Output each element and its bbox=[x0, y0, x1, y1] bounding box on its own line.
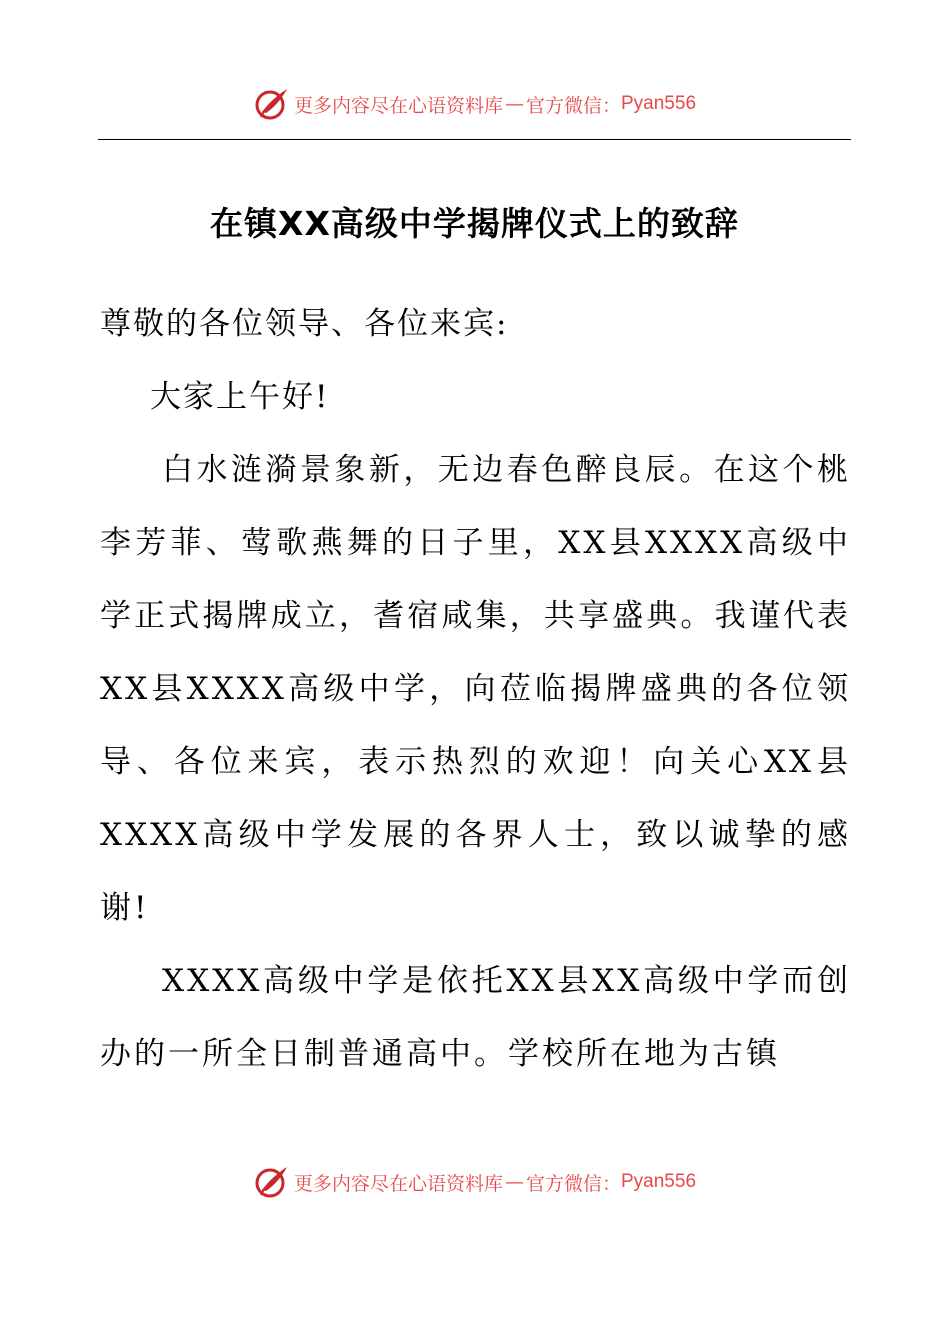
header-rule bbox=[98, 139, 851, 140]
document-title: 在镇XX高级中学揭牌仪式上的致辞 bbox=[210, 204, 739, 243]
wechat-id: Pyan556 bbox=[621, 1171, 697, 1192]
wechat-label: 官方微信： bbox=[525, 94, 621, 117]
salutation: 尊敬的各位领导、各位来宾: bbox=[100, 306, 509, 342]
brand-dash: — bbox=[504, 93, 524, 115]
document-body bbox=[100, 288, 851, 1091]
quill-pen-logo-icon bbox=[254, 86, 290, 122]
brand-text: 更多内容尽在心语资料库 bbox=[293, 1172, 503, 1195]
paragraph-1: 白水涟漪景象新，无边春色醉良辰。在这个桃李芳菲、莺歌燕舞的日子里，XX县XXXX高级中学正式揭牌成立，耆宿咸集，共享盛典。我谨代表XX县XXXX高级中学，向莅临揭牌盛典的各位领导、各位来宾，表示热烈的欢迎！向关心XX县XXXX高级中学发展的各界人士，致以诚挚的感谢! bbox=[100, 452, 851, 926]
header-watermark bbox=[0, 84, 950, 124]
wechat-label: 官方微信： bbox=[525, 1172, 621, 1195]
brand-text: 更多内容尽在心语资料库 bbox=[293, 94, 503, 117]
quill-pen-logo-icon bbox=[254, 1164, 290, 1200]
paragraph-2: XXXX高级中学是依托XX县XX高级中学而创办的一所全日制普通高中。学校所在地为古镇 bbox=[100, 963, 851, 1072]
greeting: 大家上午好! bbox=[150, 379, 330, 415]
brand-dash: — bbox=[504, 1171, 524, 1193]
wechat-id: Pyan556 bbox=[621, 93, 697, 114]
footer-watermark bbox=[0, 1162, 950, 1202]
